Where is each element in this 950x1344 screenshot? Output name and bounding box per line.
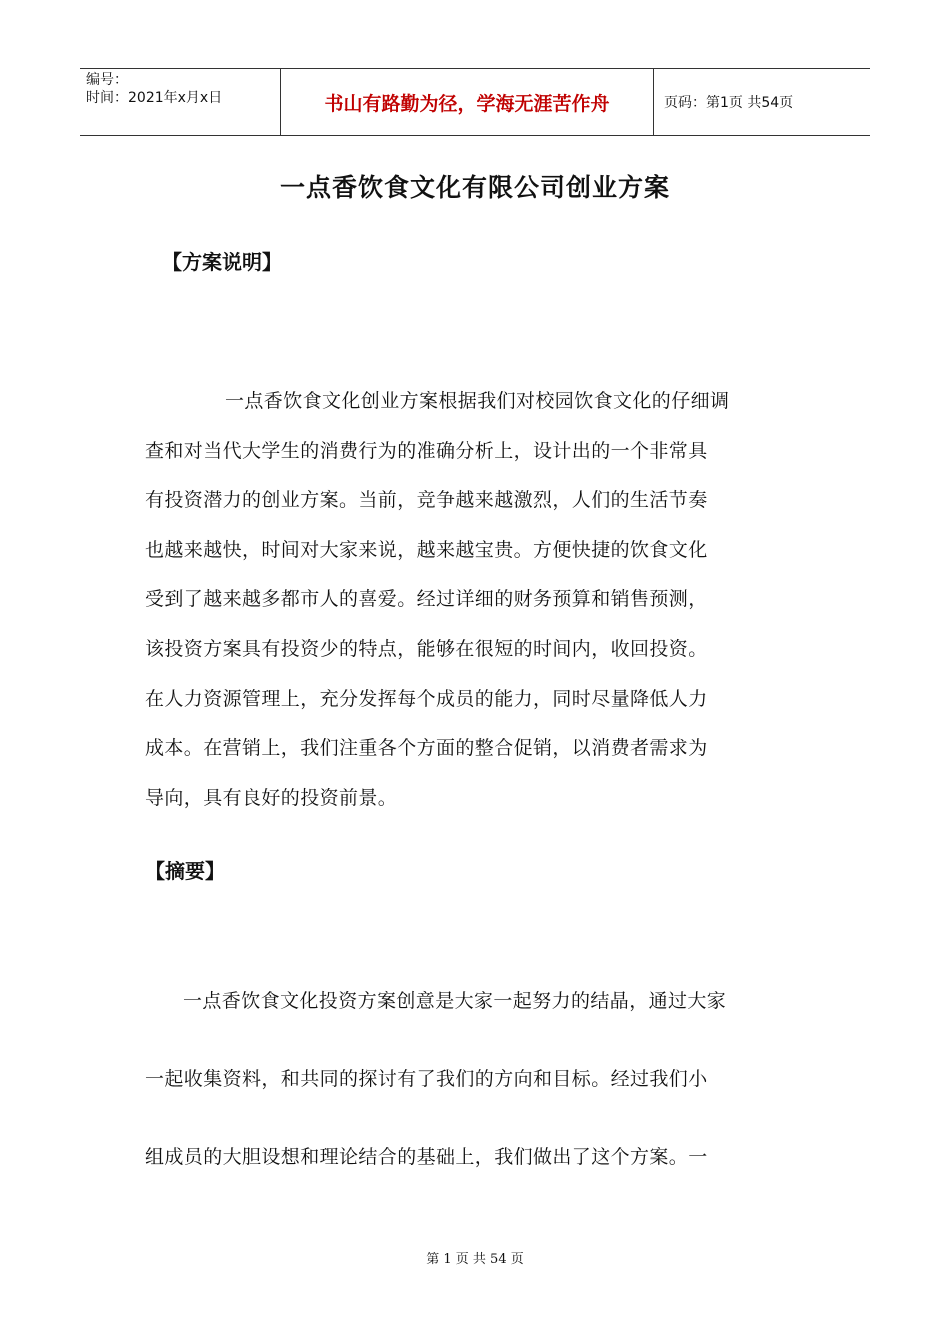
section-heading-plan-description: 【方案说明】 — [162, 250, 282, 274]
header-meta-cell — [80, 69, 281, 135]
document-title: 一点香饮食文化有限公司创业方案 — [279, 173, 670, 202]
paragraph-line: 查和对当代大学生的消费行为的准确分析上，设计出的一个非常具 — [145, 439, 708, 462]
paragraph-line: 导向，具有良好的投资前景。 — [145, 786, 398, 809]
section-heading-abstract: 【摘要】 — [145, 859, 225, 883]
paragraph-line: 一点香饮食文化投资方案创意是大家一起努力的结晶，通过大家 — [183, 990, 727, 1012]
document-number-label: 编号： — [86, 72, 128, 88]
paragraph-line: 该投资方案具有投资少的特点，能够在很短的时间内，收回投资。 — [145, 637, 708, 660]
paragraph-line: 受到了越来越多都市人的喜爱。经过详细的财务预算和销售预测， — [145, 588, 708, 611]
plan-description-paragraph — [145, 377, 805, 823]
paragraph-line: 也越来越快，时间对大家来说，越来越宝贵。方便快捷的饮食文化 — [145, 538, 708, 561]
document-time-label: 时间：2021年x月x日 — [86, 90, 223, 106]
header-motto: 书山有路勤为径，学海无涯苦作舟 — [281, 69, 654, 135]
paragraph-line: 组成员的大胆设想和理论结合的基础上，我们做出了这个方案。一 — [145, 1146, 708, 1168]
paragraph-line: 在人力资源管理上，充分发挥每个成员的能力，同时尽量降低人力 — [145, 687, 708, 710]
paragraph-line: 一点香饮食文化创业方案根据我们对校园饮食文化的仔细调 — [225, 390, 730, 412]
paragraph-line: 一起收集资料，和共同的探讨有了我们的方向和目标。经过我们小 — [145, 1068, 708, 1090]
paragraph-line: 成本。在营销上，我们注重各个方面的整合促销，以消费者需求为 — [145, 737, 708, 760]
paragraph-line: 有投资潜力的创业方案。当前，竞争越来越激烈，人们的生活节奏 — [145, 489, 708, 512]
abstract-paragraph — [145, 962, 805, 1196]
page-footer: 第 1 页 共 54 页 — [426, 1252, 524, 1267]
header-page-info: 页码：第1页 共54页 — [664, 95, 794, 111]
header-table — [80, 68, 870, 136]
